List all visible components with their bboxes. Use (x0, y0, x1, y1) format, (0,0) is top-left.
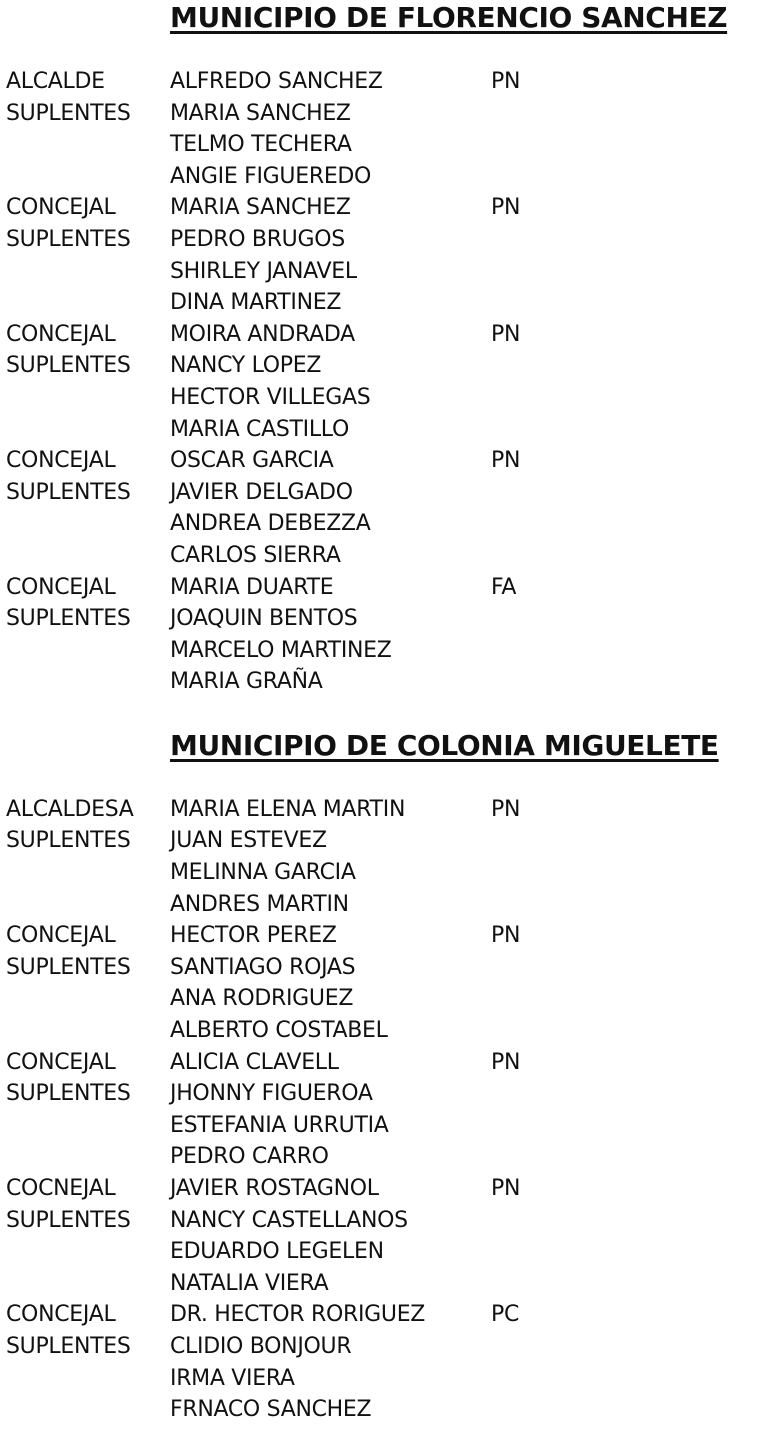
official-row (0, 1110, 780, 1142)
official-row (0, 1268, 780, 1300)
party-label: PN (491, 195, 521, 221)
municipio-title: MUNICIPIO DE FLORENCIO SANCHEZ (170, 1, 728, 34)
party-label: PN (491, 321, 521, 347)
official-name: SANTIAGO ROJAS (170, 954, 356, 980)
party-label (491, 1331, 611, 1363)
official-name: SHIRLEY JANAVEL (170, 258, 357, 284)
official-name: FRNACO SANCHEZ (170, 1397, 372, 1423)
role-label: SUPLENTES (6, 1207, 131, 1233)
official-row (0, 794, 780, 826)
official-name: CARLOS SIERRA (170, 542, 341, 568)
party-label (491, 1394, 611, 1426)
official-row (0, 666, 780, 698)
official-name: PEDRO BRUGOS (170, 226, 345, 252)
official-row (0, 98, 780, 130)
party-label (491, 1236, 611, 1268)
official-name: NANCY CASTELLANOS (170, 1207, 408, 1233)
party-label: PN (491, 69, 521, 94)
official-row (0, 572, 780, 604)
role-label (0, 1268, 170, 1300)
official-name: ANDRES MARTIN (170, 891, 349, 917)
municipio-section-colonia-miguelete (0, 728, 780, 1426)
official-row (0, 1363, 780, 1395)
official-name: MARIA SANCHEZ (170, 100, 351, 126)
party-label (491, 1141, 611, 1173)
role-label (0, 382, 170, 414)
role-label: CONCEJAL (6, 1049, 116, 1075)
official-row (0, 540, 780, 572)
official-row (0, 350, 780, 382)
party-label (491, 161, 611, 193)
official-row (0, 1299, 780, 1331)
official-row (0, 1047, 780, 1079)
party-label (491, 350, 611, 382)
role-label: ALCALDE (6, 69, 105, 94)
role-label: SUPLENTES (6, 100, 131, 126)
role-label (0, 287, 170, 319)
party-label (491, 983, 611, 1015)
official-name: OSCAR GARCIA (170, 448, 334, 474)
role-label (0, 508, 170, 540)
official-row (0, 952, 780, 984)
role-label (0, 1110, 170, 1142)
party-label (491, 256, 611, 288)
party-label: PN (491, 1049, 521, 1075)
role-label (0, 1015, 170, 1047)
role-label: COCNEJAL (6, 1176, 116, 1201)
role-label: CONCEJAL (6, 195, 116, 221)
official-name: PEDRO CARRO (170, 1144, 329, 1170)
party-label (491, 952, 611, 984)
official-name: TELMO TECHERA (170, 132, 352, 158)
official-name: IRMA VIERA (170, 1365, 295, 1391)
party-label (491, 508, 611, 540)
municipio-title: MUNICIPIO DE COLONIA MIGUELETE (170, 728, 719, 762)
official-name: HECTOR VILLEGAS (170, 384, 371, 410)
party-label (491, 1015, 611, 1047)
party-label (491, 1205, 611, 1237)
official-row (0, 1078, 780, 1110)
role-label: SUPLENTES (6, 479, 131, 505)
party-label (491, 414, 611, 446)
role-label (0, 129, 170, 161)
official-row (0, 603, 780, 635)
official-row (0, 825, 780, 857)
party-label (491, 540, 611, 572)
official-name: MARIA DUARTE (170, 574, 334, 600)
party-label (491, 1110, 611, 1142)
official-name: JHONNY FIGUEROA (170, 1081, 373, 1107)
official-row (0, 1331, 780, 1363)
official-row (0, 508, 780, 540)
official-row (0, 983, 780, 1015)
party-label (491, 666, 611, 698)
official-name: MOIRA ANDRADA (170, 321, 355, 347)
official-row (0, 920, 780, 952)
role-label (0, 635, 170, 667)
official-row (0, 192, 780, 224)
party-label (491, 1363, 611, 1395)
party-label: FA (491, 574, 517, 600)
official-name: HECTOR PEREZ (170, 923, 337, 949)
official-name: ALFREDO SANCHEZ (170, 69, 383, 94)
official-name: NATALIA VIERA (170, 1270, 329, 1296)
role-label: CONCEJAL (6, 923, 116, 949)
official-row (0, 319, 780, 351)
official-row (0, 256, 780, 288)
party-label: PC (491, 1302, 520, 1328)
official-name: DINA MARTINEZ (170, 290, 342, 316)
party-label (491, 129, 611, 161)
party-label (491, 825, 611, 857)
official-name: EDUARDO LEGELEN (170, 1239, 384, 1265)
role-label: ALCALDESA (6, 796, 134, 822)
official-row (0, 1173, 780, 1205)
role-label (0, 857, 170, 889)
role-label (0, 1363, 170, 1395)
party-label (491, 224, 611, 256)
role-label: SUPLENTES (6, 1081, 131, 1107)
party-label (491, 98, 611, 130)
official-name: JOAQUIN BENTOS (170, 606, 358, 632)
official-row (0, 66, 780, 98)
official-row (0, 161, 780, 193)
official-row (0, 1236, 780, 1268)
party-label (491, 1268, 611, 1300)
officials-table (0, 66, 780, 698)
role-label: CONCEJAL (6, 321, 116, 347)
role-label (0, 414, 170, 446)
party-label (491, 382, 611, 414)
official-name: JUAN ESTEVEZ (170, 828, 327, 854)
official-row (0, 889, 780, 921)
role-label: SUPLENTES (6, 828, 131, 854)
official-name: MARCELO MARTINEZ (170, 637, 392, 663)
official-row (0, 477, 780, 509)
official-row (0, 857, 780, 889)
party-label (491, 603, 611, 635)
role-label (0, 256, 170, 288)
role-label: CONCEJAL (6, 1302, 116, 1328)
official-row (0, 1015, 780, 1047)
party-label (491, 287, 611, 319)
officials-table (0, 794, 780, 1426)
party-label: PN (491, 1176, 521, 1201)
official-name: MELINNA GARCIA (170, 860, 356, 886)
party-label (491, 477, 611, 509)
role-label (0, 161, 170, 193)
official-name: NANCY LOPEZ (170, 353, 322, 379)
party-label (491, 857, 611, 889)
official-row (0, 635, 780, 667)
official-name: MARIA CASTILLO (170, 416, 349, 442)
official-name: ESTEFANIA URRUTIA (170, 1112, 389, 1138)
official-name: MARIA GRAÑA (170, 669, 323, 695)
official-row (0, 1205, 780, 1237)
role-label: SUPLENTES (6, 606, 131, 632)
role-label: SUPLENTES (6, 954, 131, 980)
official-name: ALICIA CLAVELL (170, 1049, 339, 1075)
official-name: ANGIE FIGUEREDO (170, 163, 372, 189)
official-row (0, 224, 780, 256)
role-label: SUPLENTES (6, 226, 131, 252)
role-label: SUPLENTES (6, 1333, 131, 1359)
party-label (491, 889, 611, 921)
official-name: ALBERTO COSTABEL (170, 1018, 388, 1044)
official-row (0, 1394, 780, 1426)
official-name: ANDREA DEBEZZA (170, 511, 371, 537)
official-name: MARIA SANCHEZ (170, 195, 351, 221)
role-label (0, 666, 170, 698)
party-label: PN (491, 923, 521, 949)
party-label: PN (491, 796, 521, 822)
role-label: CONCEJAL (6, 574, 116, 600)
role-label (0, 983, 170, 1015)
official-row (0, 382, 780, 414)
official-name: JAVIER DELGADO (170, 479, 353, 505)
official-row (0, 129, 780, 161)
official-name: JAVIER ROSTAGNOL (170, 1176, 379, 1201)
party-label (491, 1078, 611, 1110)
official-row (0, 445, 780, 477)
role-label (0, 1394, 170, 1426)
role-label (0, 1141, 170, 1173)
official-row (0, 414, 780, 446)
role-label: SUPLENTES (6, 353, 131, 379)
official-name: ANA RODRIGUEZ (170, 986, 354, 1012)
official-name: CLIDIO BONJOUR (170, 1333, 352, 1359)
role-label (0, 1236, 170, 1268)
official-name: DR. HECTOR RORIGUEZ (170, 1302, 426, 1328)
role-label (0, 889, 170, 921)
role-label (0, 540, 170, 572)
official-name: MARIA ELENA MARTIN (170, 796, 406, 822)
official-row (0, 1141, 780, 1173)
party-label: PN (491, 448, 521, 474)
official-row (0, 287, 780, 319)
municipio-section-florencio-sanchez (0, 0, 780, 698)
party-label (491, 635, 611, 667)
role-label: CONCEJAL (6, 448, 116, 474)
